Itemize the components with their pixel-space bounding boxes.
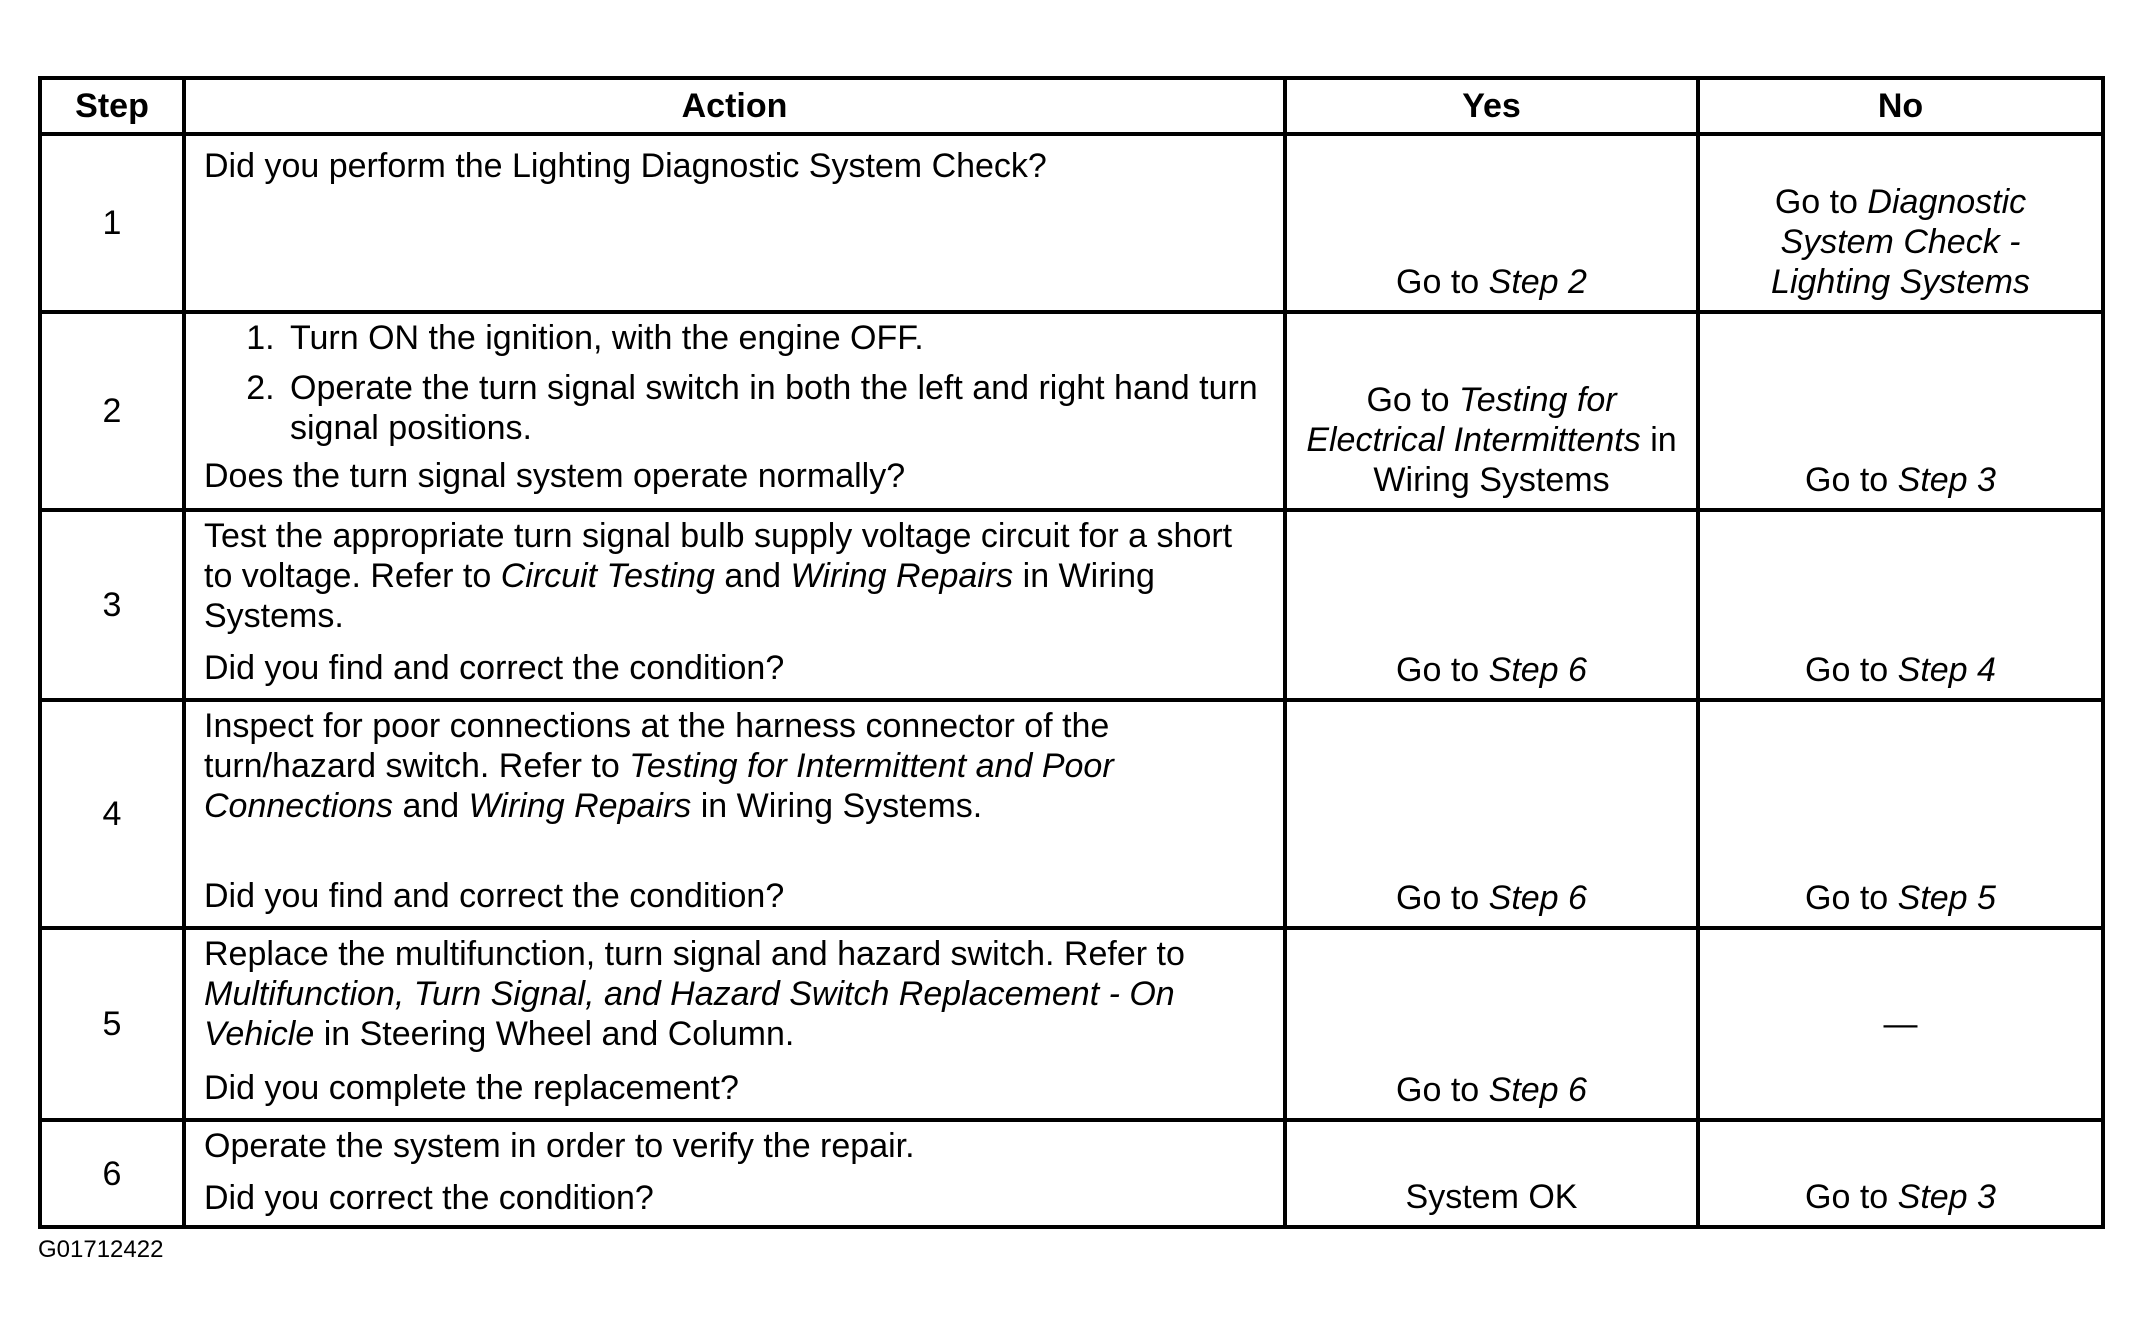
instruction-text: and [714,557,791,595]
action-instruction [204,706,1265,826]
no-link: Step 5 [1897,879,1996,917]
table-row [40,928,2103,1120]
step-number: 5 [40,928,184,1120]
instruction-reference: Testing for Intermittent and Poor Connections [204,747,1114,825]
action-cell [184,928,1285,1120]
header-yes: Yes [1285,78,1698,134]
action-question: Does the turn signal system operate normally? [204,457,906,495]
yes-cell [1285,1120,1698,1227]
header-step: Step [40,78,184,134]
no-prefix: Go to [1805,651,1898,689]
no-prefix: Go to [1774,183,1868,221]
instruction-text: in Wiring Systems. [691,787,983,825]
no-prefix: Go to [1805,879,1898,917]
action-instruction [204,934,1265,1054]
yes-cell [1285,700,1698,928]
yes-prefix: Go to [1396,263,1489,301]
action-question: Did you find and correct the condition? [204,649,785,687]
action-instruction [204,516,1265,636]
yes-link: Step 6 [1488,1071,1587,1109]
instruction-text: in Wiring Systems. [204,557,1155,635]
table-row [40,510,2103,700]
yes-link: Step 2 [1488,263,1587,301]
table-row [40,1120,2103,1227]
instruction-reference: Multifunction, Turn Signal, and Hazard Switch Replacement - On Vehicle [204,975,1175,1053]
no-cell [1698,928,2103,1120]
no-link: Step 3 [1897,1178,1996,1216]
no-dash: — [1883,1005,1918,1043]
figure-id: G01712422 [38,1236,164,1263]
instruction-text: Replace the multifunction, turn signal and hazard switch. Refer to [204,935,1185,973]
no-prefix: Go to [1805,461,1898,499]
no-link: Step 4 [1897,651,1996,689]
step-number: 1 [40,134,184,312]
yes-text: System OK [1405,1178,1578,1216]
instruction-text: Test the appropriate turn signal bulb supply voltage circuit for a short to voltage. Refer to [204,517,1233,595]
yes-suffix: in Wiring Systems [1373,421,1677,499]
yes-cell [1285,928,1698,1120]
action-cell [184,700,1285,928]
no-cell [1698,134,2103,312]
step-number: 4 [40,700,184,928]
yes-prefix: Go to [1366,381,1460,419]
yes-cell [1285,510,1698,700]
table-row [40,700,2103,928]
instruction-text: and [393,787,469,825]
action-question: Did you find and correct the condition? [204,877,785,915]
no-cell [1698,510,2103,700]
action-question: Did you complete the replacement? [204,1069,739,1107]
diagnostic-table [38,76,2105,1229]
instruction-reference: Wiring Repairs [790,557,1014,595]
no-cell [1698,312,2103,510]
yes-link: Testing for Electrical Intermittents [1306,381,1641,459]
step-number: 3 [40,510,184,700]
action-question: Did you perform the Lighting Diagnostic System Check? [204,147,1047,185]
action-instruction [204,1126,1265,1166]
action-cell [184,1120,1285,1227]
no-cell [1698,700,2103,928]
yes-prefix: Go to [1396,879,1489,917]
action-cell [184,134,1285,312]
step-number: 6 [40,1120,184,1227]
instruction-text: in Steering Wheel and Column. [314,1015,795,1053]
header-row [40,78,2103,134]
instruction-reference: Circuit Testing [500,557,715,595]
header-action: Action [184,78,1285,134]
list-item: 1. Turn ON the ignition, with the engine OFF. [284,318,1265,358]
yes-cell [1285,134,1698,312]
no-link: Step 3 [1897,461,1996,499]
yes-cell [1285,312,1698,510]
instruction-text: Inspect for poor connections at the harness connector of the turn/hazard switch. Refer to [204,707,1110,785]
no-cell [1698,1120,2103,1227]
no-link: Diagnostic System Check - Lighting Systems [1771,183,2030,301]
yes-prefix: Go to [1396,651,1489,689]
yes-link: Step 6 [1488,651,1587,689]
header-no: No [1698,78,2103,134]
no-prefix: Go to [1805,1178,1898,1216]
action-question: Did you correct the condition? [204,1179,654,1217]
action-cell [184,312,1285,510]
action-cell [184,510,1285,700]
table-row [40,312,2103,510]
instruction-text: Operate the system in order to verify the repair. [204,1127,915,1165]
action-list [204,318,1265,448]
yes-link: Step 6 [1488,879,1587,917]
yes-prefix: Go to [1396,1071,1489,1109]
instruction-reference: Wiring Repairs [468,787,692,825]
table-row [40,134,2103,312]
list-item: 2. Operate the turn signal switch in both the left and right hand turn signal positions. [284,368,1265,448]
step-number: 2 [40,312,184,510]
